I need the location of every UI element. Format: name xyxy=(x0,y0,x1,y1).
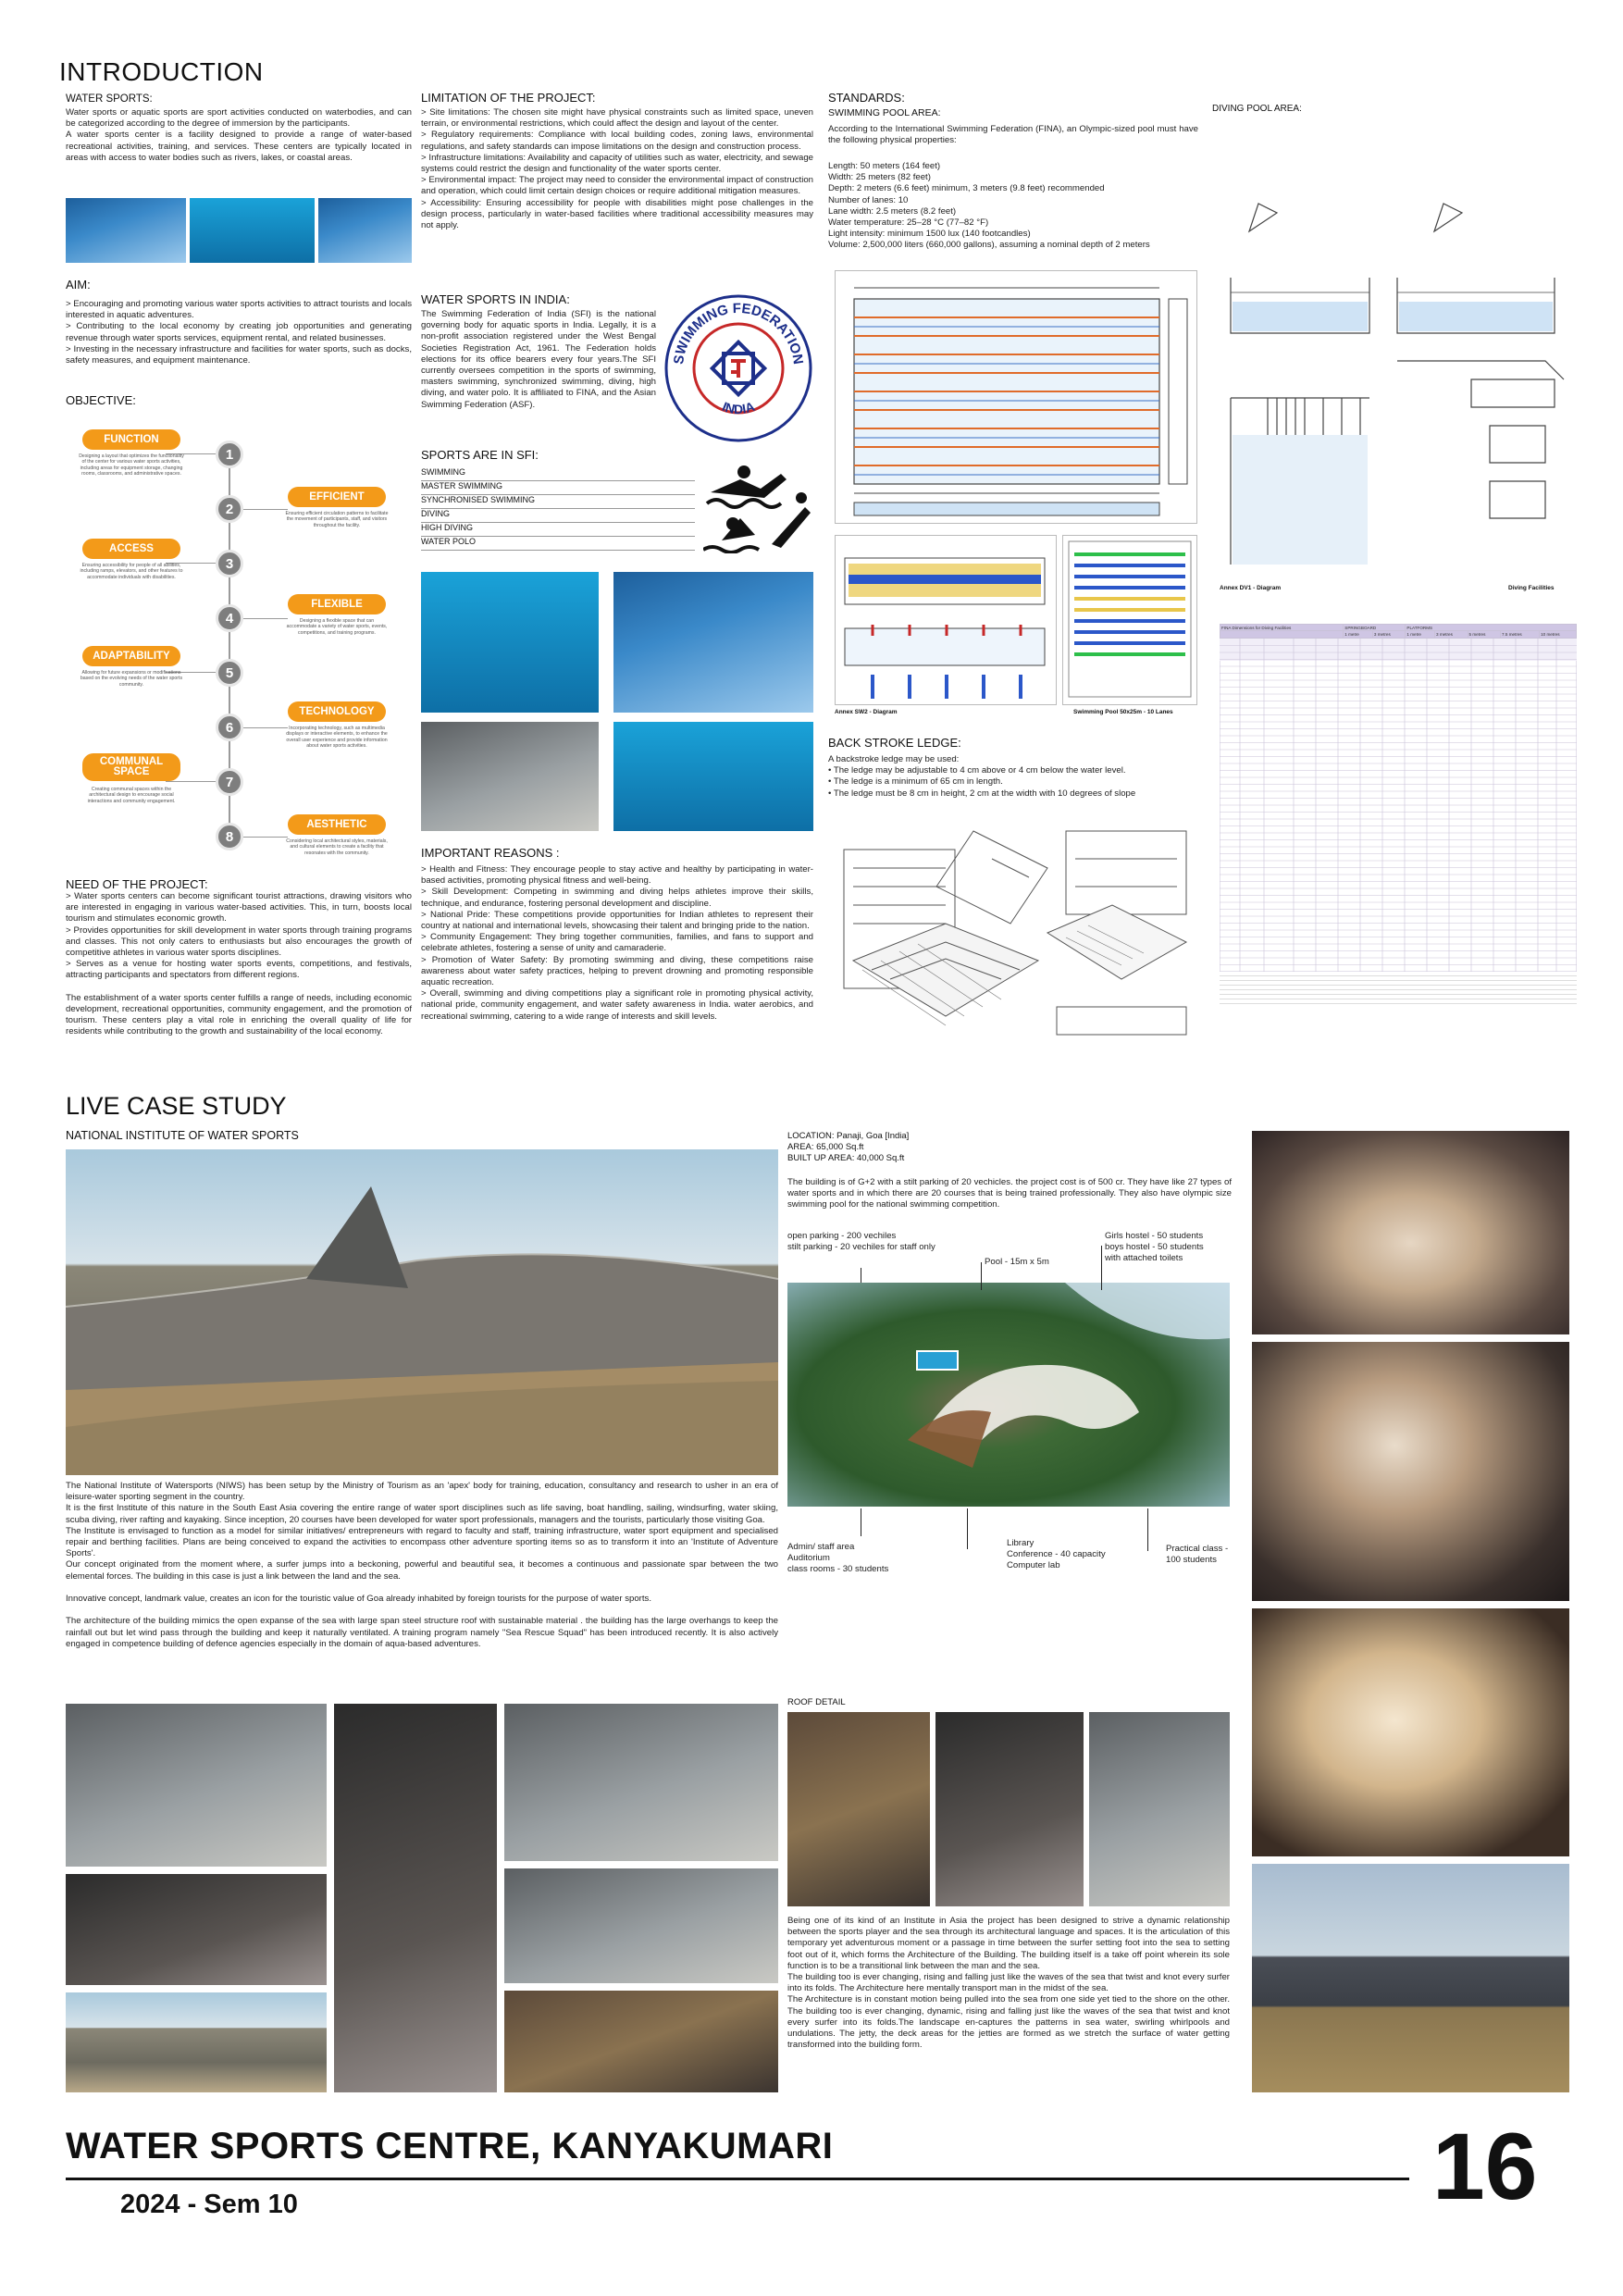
diving-caption-right: Diving Facilities xyxy=(1508,585,1555,591)
niws-exterior-photo xyxy=(1252,1864,1569,2092)
synchronised-swimming-photo xyxy=(613,722,813,831)
standards-heading: STANDARDS: xyxy=(828,91,905,105)
label-pool: Pool - 15m x 5m xyxy=(985,1257,1049,1267)
diving-photo xyxy=(421,722,599,831)
sport-item: HIGH DIVING xyxy=(421,523,695,537)
fina-col: 1 metre xyxy=(1344,631,1373,638)
pool-diagram-caption-left: Annex SW2 - Diagram xyxy=(835,709,898,715)
objective-4-desc: Designing a flexible space that can accommodate a variety of water sports, events, competitions, and training programs. xyxy=(286,618,388,636)
niws-photo-exterior xyxy=(504,1991,778,2092)
label-admin: Admin/ staff area Auditorium class rooms - 30 students xyxy=(787,1542,889,1575)
fina-col: 3 metres xyxy=(1435,631,1468,638)
objective-5-desc: Allowing for future expansions or modifications based on the evolving needs of the water sports community. xyxy=(80,670,183,688)
model-photo-1 xyxy=(1252,1131,1569,1334)
niws-photo-bridge xyxy=(66,1992,327,2092)
diving-caption-left: Annex DV1 - Diagram xyxy=(1220,585,1282,591)
water-sports-text: Water sports or aquatic sports are sport activities conducted on waterbodies, and can be categorized according to the degree of immersion by the participants. A water sports center is a facility designed to provide a range of water-based recreational activities, training, and services. These centers are typically located in areas with access to water bodies such as rivers, lakes, or coastal areas. xyxy=(66,107,412,163)
label-hostel: Girls hostel - 50 students boys hostel - 50 students with attached toilets xyxy=(1105,1231,1204,1264)
model-photo-3 xyxy=(1252,1608,1569,1856)
page-number: 16 xyxy=(1432,2114,1538,2219)
water-sports-heading: WATER SPORTS: xyxy=(66,93,153,105)
label-practical: Practical class - 100 students xyxy=(1166,1544,1229,1566)
fina-group-platforms: PLATFORMS xyxy=(1406,625,1577,631)
olympic-photo xyxy=(318,198,412,263)
fina-dimensions-table xyxy=(1220,624,1577,1007)
niws-photo-courtyard xyxy=(504,1704,778,1861)
roof-detail-heading: ROOF DETAIL xyxy=(787,1697,846,1707)
sfi-logo xyxy=(663,292,814,444)
need-heading: NEED OF THE PROJECT: xyxy=(66,877,208,891)
sfi-logo-text: SWIMMING FEDERATION xyxy=(671,300,806,366)
objective-8-number: 8 xyxy=(216,823,243,850)
project-title: WATER SPORTS CENTRE, KANYAKUMARI xyxy=(66,2126,834,2166)
fina-table-grid xyxy=(1220,639,1577,972)
lane-rope-legend xyxy=(1062,535,1197,705)
backstroke-ledge-drawing xyxy=(835,822,1197,1048)
objective-7-label: COMMUNAL SPACE xyxy=(82,753,180,781)
case-study-subtitle: NATIONAL INSTITUTE OF WATER SPORTS xyxy=(66,1129,299,1142)
india-heading: WATER SPORTS IN INDIA: xyxy=(421,292,570,306)
objective-2-desc: Ensuring efficient circulation patterns to facilitate the movement of participants, staff, and visitors throughout the facility. xyxy=(285,511,389,528)
pool-intro: According to the International Swimming Federation (FINA), an Olympic-sized pool must have the following physical properties: xyxy=(828,124,1198,146)
niws-photo-facade xyxy=(334,1704,497,2092)
introduction-title: INTRODUCTION xyxy=(59,57,264,86)
case-study-design-text: Being one of its kind of an Institute in Asia the project has been designed to strive a dynamic relationship between the sports player and the sea through its architectural language and spaces. It is the articulation of this temporary yet adventurous moment or a passage in time between the surfer setting foot into the sea to setting foot out of it, which forms the Architecture of the Building. The building itself is a take off point wherein its sole function is to be a transitional link between the man and the sea. The building too is ever changing, rising and falling just like the waves of the sea that twist and knot every surfer into its folds. The Architecture here mentally transport man in the midst of the sea. The Architecture is in constant motion being pulled into the sea from one side yet tied to the shore on the other. The building too is ever changing, dynamic, rising and falling just like the waves of the sea that twist and knot every surfer into its folds.The landscape en-captures the patterns in sea water, swirling whirlpools and undulations. The jetty, the deck areas for the jetties are formed as we stretch the surface of water getting transformed into the building form. xyxy=(787,1916,1230,2051)
roof-detail-photo-3 xyxy=(1089,1712,1230,1906)
objective-timeline xyxy=(66,424,412,857)
aim-text: > Encouraging and promoting various water sports activities to attract tourists and locals interested in aquatic adventures. > Contributing to the local economy by creating job opportunities and generating revenue through water sports services, equipment rental, and related businesses. > Investing in the necessary infrastructure and facilities for water sports, such as docks, safety measures, and equipment maintenance. xyxy=(66,299,412,366)
sport-item: SWIMMING xyxy=(421,467,695,481)
model-photo-2 xyxy=(1252,1342,1569,1601)
niws-aerial-photo xyxy=(787,1283,1230,1507)
backstroke-text: A backstroke ledge may be used: • The ledge may be adjustable to 4 cm above or 4 cm below the water level. • The ledge is a minimum of 65 cm in length. • The ledge must be 8 cm in height, 2 cm at the width with 10 degrees of slope xyxy=(828,754,1136,799)
objective-2-label: EFFICIENT xyxy=(288,487,386,507)
need-text: > Water sports centers can become significant tourist attractions, drawing visitors who are interested in engaging in various water-based activities. This, in turn, boosts local tourism and stimulates economic growth. > Provides opportunities for skill development in water sports through training programs and classes. This not only caters to enthusiasts but also encourages the growth of competitive athletes in various water sports disciplines. > Serves as a venue for hosting water sports events, competitions, and festivals, attracting participants and spectators from different regions. The establishment of a water sports center fulfills a range of needs, including economic development, recreational opportunities, community engagement, and the promotion of tourism. These centers play a vital role in enriching the overall quality of life for residents while contributing to the growth and sustainability of the local economy. xyxy=(66,891,412,1037)
water-polo-photo xyxy=(421,572,599,713)
fina-col: 5 metres xyxy=(1468,631,1501,638)
objective-3-label: ACCESS xyxy=(82,539,180,559)
objective-1-label: FUNCTION xyxy=(82,429,180,450)
swimmer-diver-icon xyxy=(703,457,814,553)
objective-3-number: 3 xyxy=(216,550,243,577)
reasons-heading: IMPORTANT REASONS : xyxy=(421,846,560,860)
niws-photo-stairs xyxy=(66,1874,327,1985)
objective-6-desc: Incorporating technology, such as multimedia displays or interactive elements, to enhance the overall user experience and provide information about water sports activities. xyxy=(286,726,388,750)
objective-4-label: FLEXIBLE xyxy=(288,594,386,614)
objective-3-desc: Ensuring accessibility for people of all abilities, including ramps, elevators, and other features to accommodate individuals with disabilities. xyxy=(80,563,183,580)
aim-heading: AIM: xyxy=(66,278,91,292)
case-study-area: AREA: 65,000 Sq.ft xyxy=(787,1142,864,1152)
reasons-text: > Health and Fitness: They encourage people to stay active and healthy by participating in water-based activities, promoting physical fitness and well-being. > Skill Development: Competing in swimming and diving helps athletes improve their skills, technique, and endurance, fostering personal development and discipline. > National Pride: These competitions provide opportunities for Indian athletes to represent their country at national and international levels, showcasing their talent and bringing pride to the nation. > Community Engagement: They bring together communities, families, and fans to support and celebrate athletes, fostering a sense of unity and camaraderie. > Promotion of Water Safety: By promoting swimming and diving, these competitions raise awareness about water safety practices, helping to prevent drowning and promoting responsible aquatic recreation. > Overall, swimming and diving competitions play a significant role in promoting physical activity, national pride, community engagement, and water safety awareness in India. water aerobics, and recreational swimming, catering to a wide range of interests and skill levels. xyxy=(421,864,813,1022)
limitation-heading: LIMITATION OF THE PROJECT: xyxy=(421,91,596,105)
backstroke-heading: BACK STROKE LEDGE: xyxy=(828,736,961,750)
sport-item: DIVING xyxy=(421,509,695,523)
objective-8-label: AESTHETIC xyxy=(288,814,386,835)
fina-group-springboard: SPRINGBOARD xyxy=(1344,625,1406,631)
case-study-built-up-area: BUILT UP AREA: 40,000 Sq.ft xyxy=(787,1153,905,1163)
pool-diagram-caption-right: Swimming Pool 50x25m - 10 Lanes xyxy=(1073,709,1173,715)
pool-race-photo xyxy=(190,198,315,263)
roof-detail-photo-2 xyxy=(935,1712,1084,1906)
niws-photo-roof-slope xyxy=(66,1704,327,1867)
fina-col: 1 metre xyxy=(1406,631,1435,638)
objective-5-label: ADAPTABILITY xyxy=(82,646,180,666)
sports-list xyxy=(421,467,695,551)
semester-label: 2024 - Sem 10 xyxy=(120,2190,298,2219)
sfi-logo-sub: INDIA xyxy=(720,398,757,416)
sport-item: MASTER SWIMMING xyxy=(421,481,695,495)
label-parking: open parking - 200 vechiles stilt parking - 20 vechiles for staff only xyxy=(787,1231,935,1253)
sports-heading: SPORTS ARE IN SFI: xyxy=(421,448,539,462)
case-study-summary: The building is of G+2 with a stilt parking of 20 vechicles. the project cost is of 500 cr. They have like 27 types of water sports and in which there are 20 courses that is being trained professionally. They also have olympic size swimming pool for the national swimming competition. xyxy=(787,1177,1232,1210)
objective-7-desc: Creating communal spaces within the architectural design to encourage social interactions and community engagement. xyxy=(87,787,176,804)
objective-5-number: 5 xyxy=(216,659,243,687)
niws-photo-entrance xyxy=(504,1868,778,1983)
objective-7-number: 7 xyxy=(216,768,243,796)
pool-section-drawing xyxy=(835,535,1057,705)
limitation-text: > Site limitations: The chosen site might have physical constraints such as limited space, uneven terrain, or environmental restrictions, which could affect the design and layout of the center. > Regulatory requirements: Compliance with local building codes, zoning laws, environmental regulations, and safety standards can impose limitations on the design and construction process. > Infrastructure limitations: Availability and capacity of utilities such as water, electricity, and sewage systems could restrict the design and functionality of the water sports center. > Environmental impact: The project may need to consider the environmental impact of construction and operation, which could limit certain design choices or require additional mitigation measures. > Accessibility: Ensuring accessibility for people with disabilities might pose challenges in the design process, particularly in water-based facilities where traditional accessibility measures may not apply. xyxy=(421,107,813,231)
diving-drawings xyxy=(1212,120,1573,583)
objective-8-desc: Considering local architectural styles, materials, and cultural elements to create a facility that resonates with the community. xyxy=(286,838,388,856)
sport-item: SYNCHRONISED SWIMMING xyxy=(421,495,695,509)
objective-1-desc: Designing a layout that optimizes the functionality of the center for various water sports activities, including areas for equipment storage, changing rooms, classrooms, and administrative spaces. xyxy=(79,453,184,478)
diving-heading: DIVING POOL AREA: xyxy=(1212,104,1302,114)
roof-detail-photo-1 xyxy=(787,1712,930,1906)
objective-4-number: 4 xyxy=(216,604,243,632)
objective-heading: OBJECTIVE: xyxy=(66,393,136,407)
niws-building-photo xyxy=(66,1149,778,1475)
sport-item: WATER POLO xyxy=(421,537,695,551)
case-study-text: The National Institute of Watersports (NIWS) has been setup by the Ministry of Tourism as an 'apex' body for training, education, consultancy and research to usher in an era of leisure-water sporting segment in the country. It is the first Institute of this nature in the South East Asia covering the entire range of water sport disciplines such as life saving, boat handling, sailing, windsurfing, water skiing, scuba diving, river rafting and kayaking. Since inception, 20 courses have been developed for water sport professionals, managers and the tourists, particularly those visiting Goa. The Institute is envisaged to function as a model for similar initiatives/ entrepreneurs with regard to faculty and staff, training infrastructure, water sport equipment and specialised repair and berthing facilities. Plans are being conceived to expand the activities to encompass other adventure sporting items so as to transform it into an 'Institute of Adventure Sports'. Our concept originated from the moment where, a surfer jumps into a beckoning, powerful and beautiful sea, it becomes a continuous and passionate spar between the two elemental forces. The building in this case is just a link between the land and the sea. Innovative concept, landmark value, creates an icon for the touristic value of Goa already inhabited by foreign tourists for the purpose of water sports. The architecture of the building mimics the open expanse of the sea with large span steel structure roof with sustainable material . the building has the large overhangs to keep the rainfall out but let wind pass through the building and keep it naturally ventilated. A training program namely "Sea Rescue Squad" has been introduced recently. It is also actively engaged in competence building of defence agencies especially in the domain of aqua-based adventures. xyxy=(66,1481,778,1649)
case-study-title: LIVE CASE STUDY xyxy=(66,1092,287,1120)
india-text: The Swimming Federation of India (SFI) is the national governing body for aquatic sports in India. Legally, it is a non-profit association registered under the West Bengal Societies Registration Act, 1961. The Federation holds elections for its office bearers every four years.The SFI currently oversees competition in the sports of swimming, masters swimming, synchronized swimming, diving, high diving, and water polo. It is affiliated to FINA, and the Asian Swimming Federation (ASF). xyxy=(421,309,656,410)
footer-rule xyxy=(66,2178,1409,2180)
case-study-location: LOCATION: Panaji, Goa [India] xyxy=(787,1131,910,1141)
pool-plan-drawing xyxy=(835,270,1197,524)
fina-col: 7.5 metres xyxy=(1501,631,1540,638)
fina-table-notes xyxy=(1220,975,1577,1007)
objective-6-label: TECHNOLOGY xyxy=(288,701,386,722)
fina-table-title: FINA Dimensions for Diving Facilities xyxy=(1220,625,1344,631)
pool-specs: Length: 50 meters (164 feet) Width: 25 meters (82 feet) Depth: 2 meters (6.6 feet) minimum, 3 meters (9.8 feet) recommended Number of lanes: 10 Lane width: 2.5 meters (8.2 feet) Water temperature: 25–28 °C (77–82 °F) Light intensity: minimum 1500 lux (140 footcandles) Volume: 2,500,000 liters (660,000 gallons), assuming a nominal depth of 2 meters xyxy=(828,161,1150,251)
swimming-photo xyxy=(613,572,813,713)
fina-col: 10 metres xyxy=(1540,631,1577,638)
objective-1-number: 1 xyxy=(216,441,243,468)
objective-2-number: 2 xyxy=(216,495,243,523)
objective-6-number: 6 xyxy=(216,714,243,741)
label-library: Library Conference - 40 capacity Computer lab xyxy=(1007,1538,1106,1571)
fina-col: 3 metres xyxy=(1372,631,1406,638)
swimmer-photo xyxy=(66,198,186,263)
pool-heading: SWIMMING POOL AREA: xyxy=(828,107,941,118)
